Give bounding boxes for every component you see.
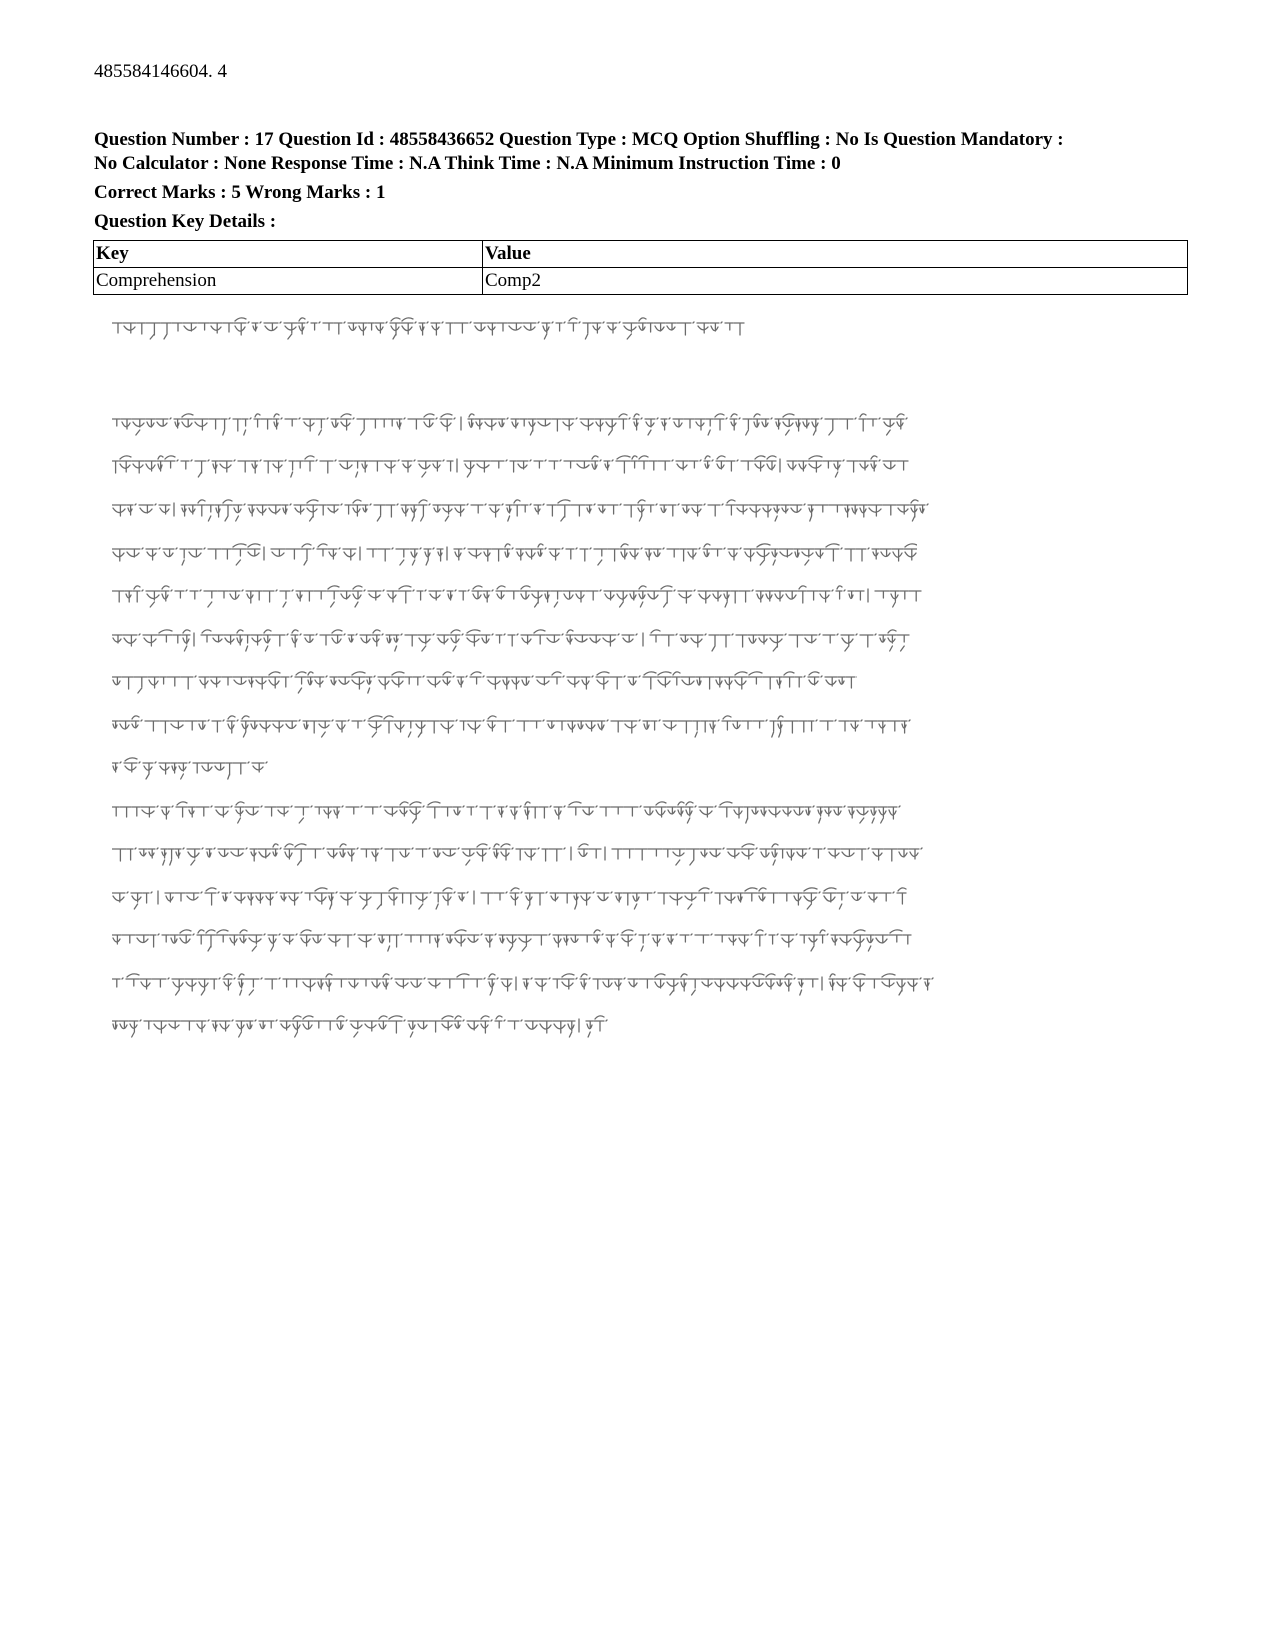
tibetan-text-line (112, 542, 917, 564)
tibetan-text-line (112, 1014, 617, 1036)
tibetan-text-line (112, 886, 912, 908)
tibetan-text-line (112, 928, 917, 950)
tibetan-passage-image (112, 316, 1012, 1136)
key-details-label: Question Key Details : (94, 211, 277, 232)
tibetan-text-line (112, 316, 752, 338)
table-header-row (94, 241, 1188, 268)
tibetan-text-line (112, 412, 917, 434)
tibetan-text-line (112, 628, 912, 650)
tibetan-text-line (112, 498, 937, 520)
tibetan-text-line (112, 584, 922, 606)
cell-key: Comprehension (94, 268, 483, 295)
header-key: Key (94, 241, 483, 268)
cell-value: Comp2 (483, 268, 1188, 295)
tibetan-text-line (112, 670, 857, 692)
tibetan-text-line (112, 842, 927, 864)
tibetan-text-line (112, 714, 912, 736)
marks-line: Correct Marks : 5 Wrong Marks : 1 (94, 182, 386, 203)
table-row (94, 268, 1188, 295)
question-meta-line-2: No Calculator : None Response Time : N.A Think Time : N.A Minimum Instruction Time : 0 (94, 153, 841, 174)
tibetan-text-line (112, 800, 907, 822)
tibetan-text-line (112, 454, 917, 476)
header-value: Value (483, 241, 1188, 268)
key-details-table (93, 240, 1188, 295)
tibetan-text-line (112, 756, 277, 778)
question-meta (94, 128, 1194, 176)
question-meta-line-1: Question Number : 17 Question Id : 48558436652 Question Type : MCQ Option Shuffling : No Is Question Mandatory : (94, 129, 1064, 150)
page-id: 485584146604. 4 (94, 61, 227, 82)
tibetan-text-line (112, 972, 937, 994)
